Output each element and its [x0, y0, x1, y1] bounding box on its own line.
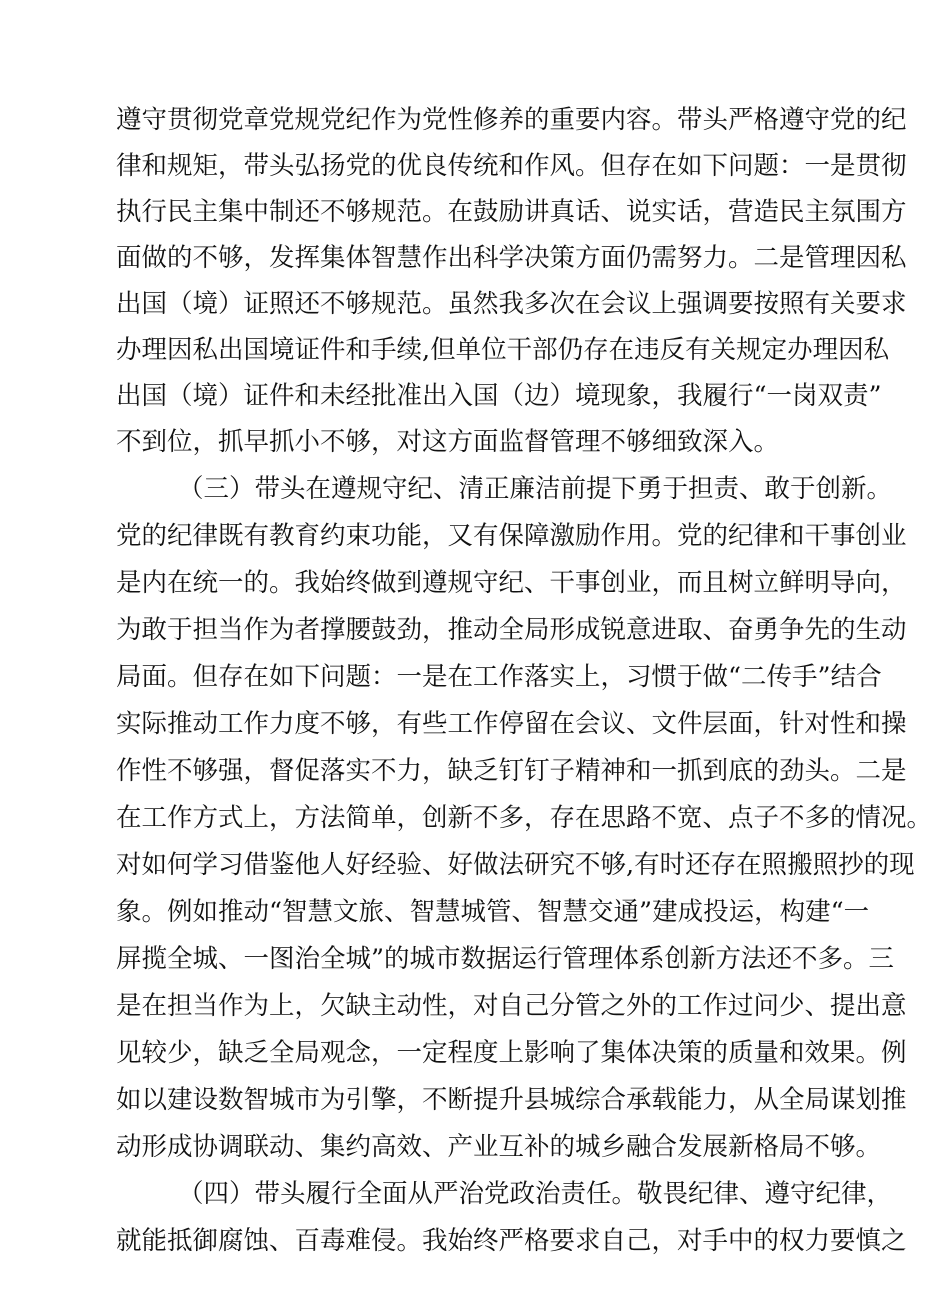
text-line: 实际推动工作力度不够，有些工作停留在会议、文件层面，针对性和操 — [116, 709, 907, 739]
text-line: 党的纪律既有教育约束功能，又有保障激励作用。党的纪律和干事创业 — [116, 521, 907, 551]
text-line: 象。例如推动“智慧文旅、智慧城管、智慧交通”建成投运，构建“一 — [116, 897, 870, 927]
text-line: 作性不够强，督促落实不力，缺乏钉钉子精神和一抓到底的劲头。二是 — [116, 756, 907, 786]
text-line: 是在担当作为上，欠缺主动性，对自己分管之外的工作过问少、提出意 — [116, 991, 907, 1021]
text-line: 局面。但存在如下问题：一是在工作落实上，习惯于做“二传手”结合 — [116, 662, 882, 692]
text-line: 不到位，抓早抓小不够，对这方面监督管理不够细致深入。 — [116, 427, 780, 457]
text-line: 在工作方式上，方法简单，创新不多，存在思路不宽、点子不多的情况。 — [116, 803, 932, 833]
text-line: 为敢于担当作为者撑腰鼓劲，推动全局形成锐意进取、奋勇争先的生动 — [116, 615, 907, 645]
text-line: 是内在统一的。我始终做到遵规守纪、干事创业，而且树立鲜明导向， — [116, 568, 907, 598]
text-line: 执行民主集中制还不够规范。在鼓励讲真话、说实话，营造民主氛围方 — [116, 197, 907, 227]
text-line: 律和规矩，带头弘扬党的优良传统和作风。但存在如下问题：一是贯彻 — [116, 151, 907, 181]
text-line: 面做的不够，发挥集体智慧作出科学决策方面仍需努力。二是管理因私 — [116, 243, 907, 273]
text-line: 办理因私出国境证件和手续,但单位干部仍存在违反有关规定办理因私 — [116, 335, 890, 365]
text-line: 对如何学习借鉴他人好经验、好做法研究不够,有时还存在照搬照抄的现 — [116, 850, 915, 880]
text-line: 出国（境）证照还不够规范。虽然我多次在会议上强调要按照有关要求 — [116, 289, 907, 319]
text-line: 就能抵御腐蚀、百毒难侵。我始终严格要求自己，对手中的权力要慎之 — [116, 1226, 907, 1256]
text-line: 动形成协调联动、集约高效、产业互补的城乡融合发展新格局不够。 — [116, 1132, 882, 1162]
section-heading-3: （三）带头在遵规守纪、清正廉洁前提下勇于担责、敢于创新。 — [178, 474, 893, 504]
text-line: 如以建设数智城市为引擎，不断提升县城综合承载能力，从全局谋划推 — [116, 1085, 907, 1115]
text-line: 遵守贯彻党章党规党纪作为党性修养的重要内容。带头严格遵守党的纪 — [116, 105, 907, 135]
section-heading-4: （四）带头履行全面从严治党政治责任。敬畏纪律、遵守纪律， — [178, 1179, 893, 1209]
text-line: 屏揽全城、一图治全城”的城市数据运行管理体系创新方法还不多。三 — [116, 944, 895, 974]
text-line: 出国（境）证件和未经批准出入国（边）境现象，我履行“一岗双责” — [116, 381, 882, 411]
text-line: 见较少，缺乏全局观念，一定程度上影响了集体决策的质量和效果。例 — [116, 1038, 907, 1068]
